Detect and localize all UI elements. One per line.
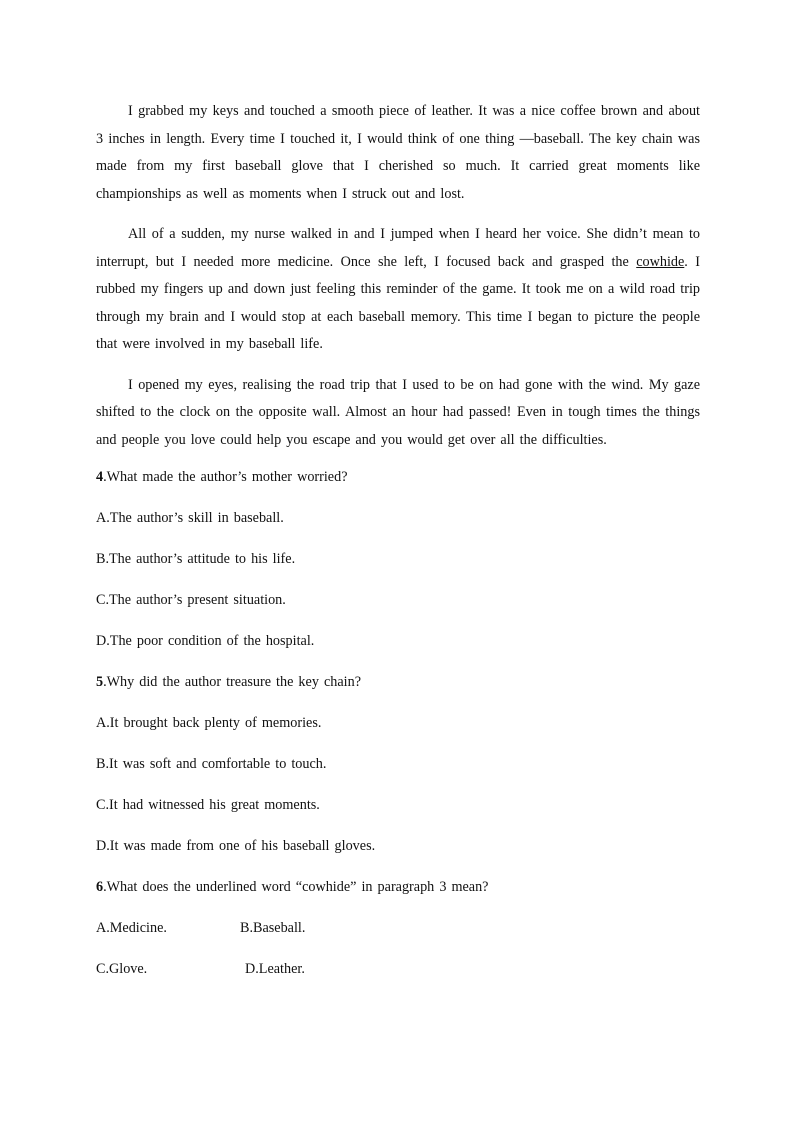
question-4-option-d: D.The poor condition of the hospital. — [96, 633, 315, 649]
question-6-options-row-1 — [96, 918, 700, 938]
question-number: 4 — [96, 469, 104, 485]
passage-paragraph-1: I grabbed my keys and touched a smooth piece of leather. It was a nice coffee brown and about 3 inches in length. Every time I touched it, I would think of one thing —baseball. The key chain was made from my first baseball glove that I cherished so much. It carried great moments like championships as well as moments when I struck out and lost. — [96, 103, 700, 202]
question-6-option-b: B.Baseball. — [240, 920, 306, 936]
question-4-option-a: A.The author’s skill in baseball. — [96, 510, 284, 526]
question-text: .Why did the author treasure the key chain? — [103, 674, 361, 690]
question-5 — [96, 672, 700, 856]
question-5-option-c: C.It had witnessed his great moments. — [96, 797, 320, 813]
question-5-option-d: D.It was made from one of his baseball gloves. — [96, 838, 376, 854]
question-6-stem — [96, 877, 700, 897]
passage-paragraph-2 — [96, 221, 700, 359]
question-5-option-a: A.It brought back plenty of memories. — [96, 715, 322, 731]
question-5-stem — [96, 672, 700, 692]
passage-paragraph-3: I opened my eyes, realising the road trip that I used to be on had gone with the wind. My gaze shifted to the clock on the opposite wall. Almost an hour had passed! Even in tough times the things and people you love could help you escape and you would get over all the difficulties. — [96, 376, 700, 448]
question-4-option-c: C.The author’s present situation. — [96, 592, 286, 608]
question-number: 6 — [96, 879, 104, 895]
paragraph-2-text-before: All of a sudden, my nurse walked in and I jumped when I heard her voice. She didn’t mean to interrupt, but I needed more medicine. Once she left, I focused back and grasped the — [96, 226, 700, 270]
question-number: 5 — [96, 674, 104, 690]
question-6-option-a: A.Medicine. — [96, 920, 167, 936]
question-4-option-b: B.The author’s attitude to his life. — [96, 551, 296, 567]
question-4 — [96, 467, 700, 651]
question-6-option-d: D.Leather. — [245, 961, 305, 977]
question-6 — [96, 877, 700, 979]
question-text: .What made the author’s mother worried? — [103, 469, 348, 485]
underlined-word-cowhide: cowhide — [636, 253, 685, 270]
paragraph-2-text-after: . I rubbed my fingers up and down just feeling this reminder of the game. It took me on a wild road trip through my brain and I would stop at each baseball memory. This time I began to picture the people that were involved in my baseball life. — [96, 253, 700, 352]
question-4-stem — [96, 467, 700, 487]
question-6-options-row-2 — [96, 959, 700, 979]
question-5-option-b: B.It was soft and comfortable to touch. — [96, 756, 327, 772]
question-text: .What does the underlined word “cowhide” in paragraph 3 mean? — [103, 879, 489, 895]
question-6-option-c: C.Glove. — [96, 961, 148, 977]
